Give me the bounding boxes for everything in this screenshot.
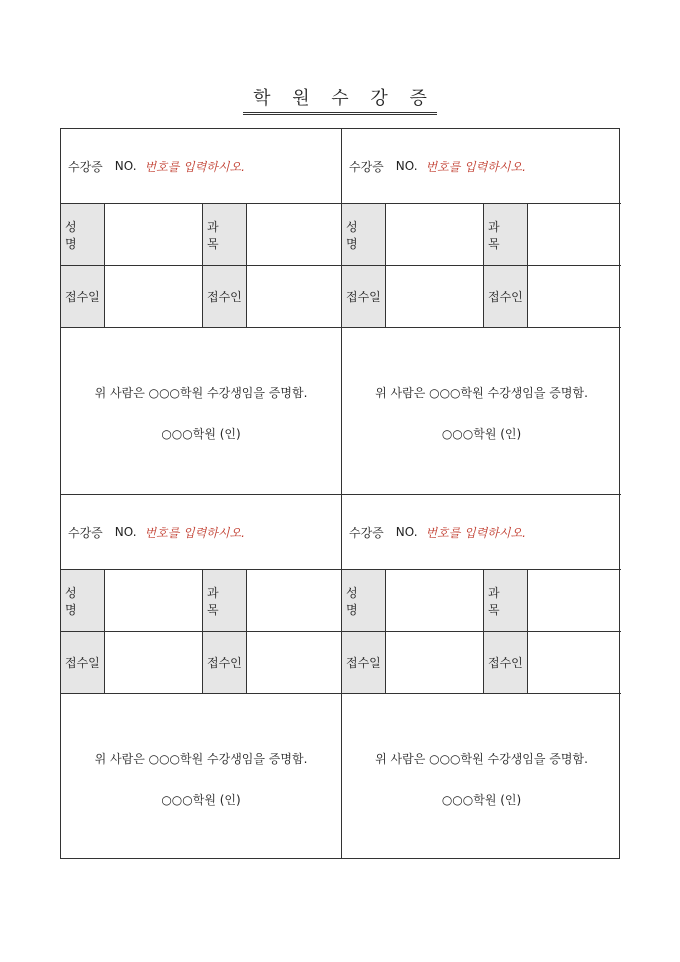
subject-label: 과 목 [484,570,528,631]
date-receiver-row [61,632,341,694]
certification-body [342,328,621,496]
card-header-label: 수강증 [68,525,103,540]
name-subject-row [342,570,621,632]
enrollment-card [341,129,621,494]
number-label: NO. [114,159,137,173]
name-field[interactable] [105,204,203,265]
certification-body [61,694,341,862]
number-label: NO. [395,525,418,539]
received-date-field[interactable] [386,266,484,327]
certification-statement: 위 사람은 ○○○학원 수강생임을 증명함. [375,752,588,766]
date-receiver-row [61,266,341,328]
number-field[interactable]: 번호를 입력하시오. [144,525,245,540]
received-date-label: 접수일 [342,632,386,693]
date-receiver-row [342,266,621,328]
subject-label: 과 목 [203,204,247,265]
title-wrap [0,84,680,115]
card-header [342,129,621,204]
name-subject-row [342,204,621,266]
card-header-label: 수강증 [349,525,384,540]
enrollment-card [61,494,341,859]
name-label: 성 명 [61,204,105,265]
name-field[interactable] [105,570,203,631]
number-label: NO. [114,525,137,539]
subject-field[interactable] [528,204,621,265]
card-header [61,129,341,204]
received-date-label: 접수일 [61,632,105,693]
subject-field[interactable] [528,570,621,631]
number-field[interactable]: 번호를 입력하시오. [425,525,526,540]
number-field[interactable]: 번호를 입력하시오. [144,159,245,174]
enrollment-card [61,129,341,494]
received-date-field[interactable] [105,266,203,327]
subject-label: 과 목 [484,204,528,265]
name-field[interactable] [386,570,484,631]
subject-label: 과 목 [203,570,247,631]
number-field[interactable]: 번호를 입력하시오. [425,159,526,174]
academy-signature: ○○○학원 (인) [161,793,241,807]
received-date-field[interactable] [386,632,484,693]
receiver-field[interactable] [247,266,341,327]
name-label: 성 명 [61,570,105,631]
receiver-field[interactable] [247,632,341,693]
certification-body [61,328,341,496]
page-title: 학 원 수 강 증 [243,84,437,115]
name-subject-row [61,570,341,632]
certification-statement: 위 사람은 ○○○학원 수강생임을 증명함. [94,386,308,400]
certification-body [342,694,621,862]
receiver-field[interactable] [528,632,621,693]
received-date-label: 접수일 [342,266,386,327]
receiver-label: 접수인 [203,632,247,693]
name-field[interactable] [386,204,484,265]
academy-signature: ○○○학원 (인) [161,427,241,441]
certification-statement: 위 사람은 ○○○학원 수강생임을 증명함. [375,386,588,400]
receiver-label: 접수인 [484,632,528,693]
enrollment-card [341,494,621,859]
card-header [342,495,621,570]
name-label: 성 명 [342,204,386,265]
card-header-label: 수강증 [349,159,384,174]
name-subject-row [61,204,341,266]
card-header-label: 수강증 [68,159,103,174]
receiver-label: 접수인 [484,266,528,327]
number-label: NO. [395,159,418,173]
academy-signature: ○○○학원 (인) [441,427,522,441]
receiver-field[interactable] [528,266,621,327]
date-receiver-row [342,632,621,694]
academy-signature: ○○○학원 (인) [441,793,522,807]
card-grid [60,128,620,859]
card-header [61,495,341,570]
received-date-label: 접수일 [61,266,105,327]
receiver-label: 접수인 [203,266,247,327]
subject-field[interactable] [247,204,341,265]
name-label: 성 명 [342,570,386,631]
received-date-field[interactable] [105,632,203,693]
subject-field[interactable] [247,570,341,631]
certification-statement: 위 사람은 ○○○학원 수강생임을 증명함. [94,752,308,766]
